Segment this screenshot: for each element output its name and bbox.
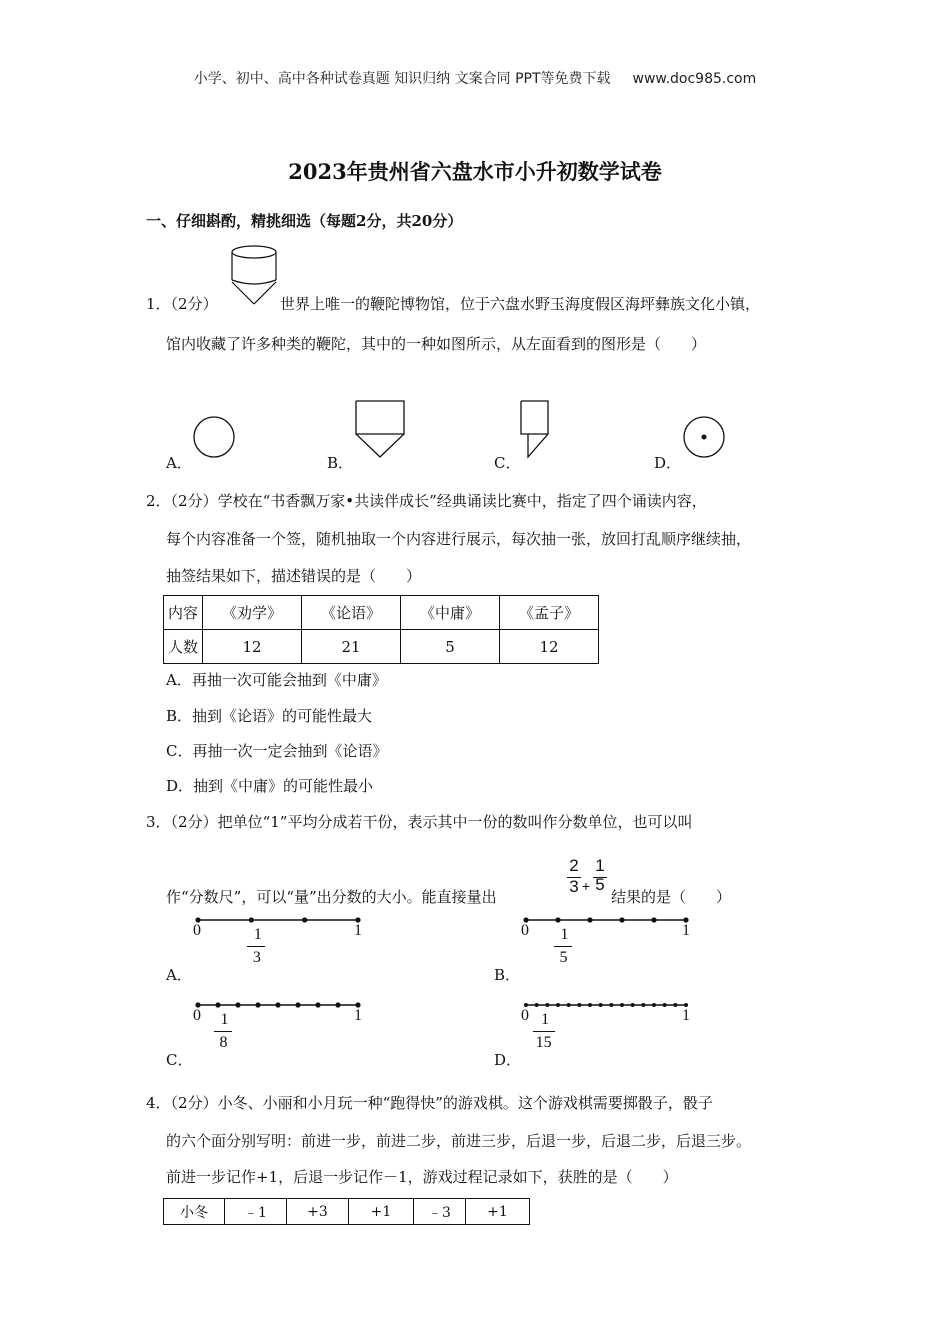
q1-top-figure xyxy=(230,244,280,306)
q4-number: 4． xyxy=(146,1094,171,1112)
ruler-tick xyxy=(673,1003,677,1007)
q3-text1: 把单位“1”平均分成若干份，表示其中一份的数叫作分数单位，也可以叫 xyxy=(217,813,693,831)
q1-option-c-side-shape xyxy=(520,400,552,460)
ruler-zero-label: 0 xyxy=(193,1007,201,1024)
table-cell: 《中庸》 xyxy=(401,596,500,630)
ruler-one-label: 1 xyxy=(354,1007,362,1024)
q4-text3: 前进一步记作+1，后退一步记作－1，游戏过程记录如下，获胜的是（ ） xyxy=(166,1168,678,1186)
table-cell: 人数 xyxy=(164,630,203,664)
q3-expression xyxy=(564,856,612,900)
ruler-fraction-bar xyxy=(533,1031,555,1032)
ruler-tick xyxy=(555,917,560,922)
ruler-tick xyxy=(235,1002,240,1007)
ruler-zero-label: 0 xyxy=(193,922,201,939)
ruler-fraction-bar xyxy=(247,946,265,947)
q2-text3: 抽签结果如下，描述错误的是（ ） xyxy=(166,567,422,585)
q1-number: 1． xyxy=(146,295,171,313)
q2-option-a[interactable]: A．再抽一次可能会抽到《中庸》 xyxy=(166,671,387,689)
table-cell: 5 xyxy=(401,630,500,664)
q2-score: （2分） xyxy=(170,492,218,510)
header-text: 小学、初中、高中各种试卷真题 知识归纳 文案合同 PPT等免费下载 xyxy=(193,71,611,87)
table-cell: 12 xyxy=(500,630,599,664)
q1-option-a-circle xyxy=(193,416,237,460)
ruler-tick xyxy=(255,1002,260,1007)
table-cell: 21 xyxy=(302,630,401,664)
ruler-fraction-numerator: 1 xyxy=(220,1011,229,1028)
q4-line1 xyxy=(146,1092,713,1113)
q2-number: 2． xyxy=(146,492,171,510)
ruler-tick xyxy=(315,1002,320,1007)
ruler-tick xyxy=(663,1003,667,1007)
q4-text2: 的六个面分别写明：前进一步，前进二步，前进三步，后退一步，后退二步，后退三步。 xyxy=(166,1132,752,1150)
expr-numerator-1: 2 xyxy=(569,856,579,875)
table-cell: +1 xyxy=(349,1199,414,1225)
q1-option-b-pentagon xyxy=(355,400,407,460)
ruler-tick xyxy=(631,1003,635,1007)
ruler-tick xyxy=(535,1003,539,1007)
q3-line1 xyxy=(146,811,692,832)
ruler-tick xyxy=(249,917,254,922)
q1-option-d[interactable]: D． xyxy=(654,454,682,472)
ruler-tick xyxy=(577,1003,581,1007)
ruler-fraction-bar xyxy=(214,1031,232,1032)
ruler-tick xyxy=(609,1003,613,1007)
q2-text2: 每个内容准备一个签，随机抽取一个内容进行展示，每次抽一张，放回打乱顺序继续抽， xyxy=(166,530,752,548)
q1-option-d-circle-dot xyxy=(683,416,727,460)
q4-table xyxy=(163,1198,530,1225)
q3-score: （2分） xyxy=(170,813,218,831)
ruler-one-label: 1 xyxy=(354,922,362,939)
q1-option-c[interactable]: C． xyxy=(494,454,521,472)
ruler-tick xyxy=(620,1003,624,1007)
q2-option-c[interactable]: C．再抽一次一定会抽到《论语》 xyxy=(166,742,388,760)
ruler-one-label: 1 xyxy=(682,1007,690,1024)
q1-score: （2分） xyxy=(170,295,218,313)
expr-numerator-2: 1 xyxy=(595,856,605,875)
ruler-tick xyxy=(587,917,592,922)
table-row xyxy=(164,596,599,630)
ruler-fraction-denominator: 5 xyxy=(559,949,568,966)
ruler-tick xyxy=(567,1003,571,1007)
ruler-tick xyxy=(641,1003,645,1007)
q3-ruler-b xyxy=(518,910,698,974)
q3-option-a[interactable]: A． xyxy=(166,966,192,984)
ruler-tick xyxy=(588,1003,592,1007)
ruler-fraction-numerator: 1 xyxy=(541,1011,550,1028)
section-heading: 一、仔细斟酌，精挑细选（每题2分，共20分） xyxy=(146,212,463,230)
q1-text1: 世界上唯一的鞭陀博物馆，位于六盘水野玉海度假区海坪彝族文化小镇， xyxy=(280,295,761,313)
table-cell: 《劝学》 xyxy=(203,596,302,630)
ruler-zero-label: 0 xyxy=(521,922,529,939)
q3-option-b[interactable]: B． xyxy=(494,966,521,984)
ruler-fraction-denominator: 15 xyxy=(535,1034,552,1051)
q3-number: 3． xyxy=(146,813,171,831)
ruler-one-label: 1 xyxy=(682,922,690,939)
ruler-fraction-numerator: 1 xyxy=(253,926,262,943)
q3-ruler-a xyxy=(190,910,370,974)
q1-option-b[interactable]: B． xyxy=(327,454,354,472)
ruler-svg xyxy=(190,995,370,1059)
ruler-fraction-bar xyxy=(554,946,572,947)
q2-option-b[interactable]: B．抽到《论语》的可能性最大 xyxy=(166,707,373,725)
table-cell: 12 xyxy=(203,630,302,664)
ruler-svg xyxy=(518,910,698,974)
expr-denominator-2: 5 xyxy=(595,875,605,894)
table-cell: ﹣1 xyxy=(225,1199,287,1225)
table-cell: 内容 xyxy=(164,596,203,630)
q2-text1: 学校在“书香飘万家•共读伴成长”经典诵读比赛中，指定了四个诵读内容， xyxy=(217,492,707,510)
table-row xyxy=(164,1199,530,1225)
ruler-tick xyxy=(619,917,624,922)
q3-text2a: 作“分数尺”，可以“量”出分数的大小。能直接量出 xyxy=(166,888,497,906)
q2-line1 xyxy=(146,490,707,511)
header-site: www.doc985.com xyxy=(632,71,757,87)
page-header xyxy=(0,68,950,88)
q4-text1: 小冬、小丽和小月玩一种“跑得快”的游戏棋。这个游戏棋需要掷骰子，骰子 xyxy=(217,1094,713,1112)
ruler-fraction-denominator: 8 xyxy=(219,1034,228,1051)
ruler-tick xyxy=(599,1003,603,1007)
q3-text2b: 结果的是（ ） xyxy=(611,888,732,906)
ruler-tick xyxy=(652,1003,656,1007)
ruler-zero-label: 0 xyxy=(521,1007,529,1024)
table-cell: 《孟子》 xyxy=(500,596,599,630)
ruler-tick xyxy=(335,1002,340,1007)
table-cell: 小冬 xyxy=(164,1199,225,1225)
expr-denominator-1: 3 xyxy=(569,877,579,896)
page-title: 2023年贵州省六盘水市小升初数学试卷 xyxy=(288,159,662,184)
q3-option-d[interactable]: D． xyxy=(494,1051,522,1069)
ruler-svg xyxy=(190,910,370,974)
ruler-tick xyxy=(651,917,656,922)
q4-score: （2分） xyxy=(170,1094,218,1112)
ruler-tick xyxy=(302,917,307,922)
ruler-tick xyxy=(275,1002,280,1007)
table-cell: +3 xyxy=(287,1199,349,1225)
q3-option-c[interactable]: C． xyxy=(166,1051,193,1069)
ruler-tick xyxy=(556,1003,560,1007)
table-cell: ﹣3 xyxy=(414,1199,466,1225)
ruler-tick xyxy=(545,1003,549,1007)
q1-text2: 馆内收藏了许多种类的鞭陀，其中的一种如图所示，从左面看到的图形是（ ） xyxy=(166,335,707,353)
ruler-fraction-denominator: 3 xyxy=(252,949,261,966)
ruler-tick xyxy=(295,1002,300,1007)
ruler-tick xyxy=(215,1002,220,1007)
table-row xyxy=(164,630,599,664)
table-cell: 《论语》 xyxy=(302,596,401,630)
table-cell: +1 xyxy=(466,1199,530,1225)
q1-line1 xyxy=(146,293,218,314)
expr-plus: + xyxy=(581,878,591,894)
q3-ruler-c xyxy=(190,995,370,1059)
q2-table xyxy=(163,595,599,664)
q3-ruler-d xyxy=(518,995,698,1059)
q1-option-a[interactable]: A． xyxy=(166,454,192,472)
q2-option-d[interactable]: D．抽到《中庸》的可能性最小 xyxy=(166,777,374,795)
ruler-fraction-numerator: 1 xyxy=(560,926,569,943)
